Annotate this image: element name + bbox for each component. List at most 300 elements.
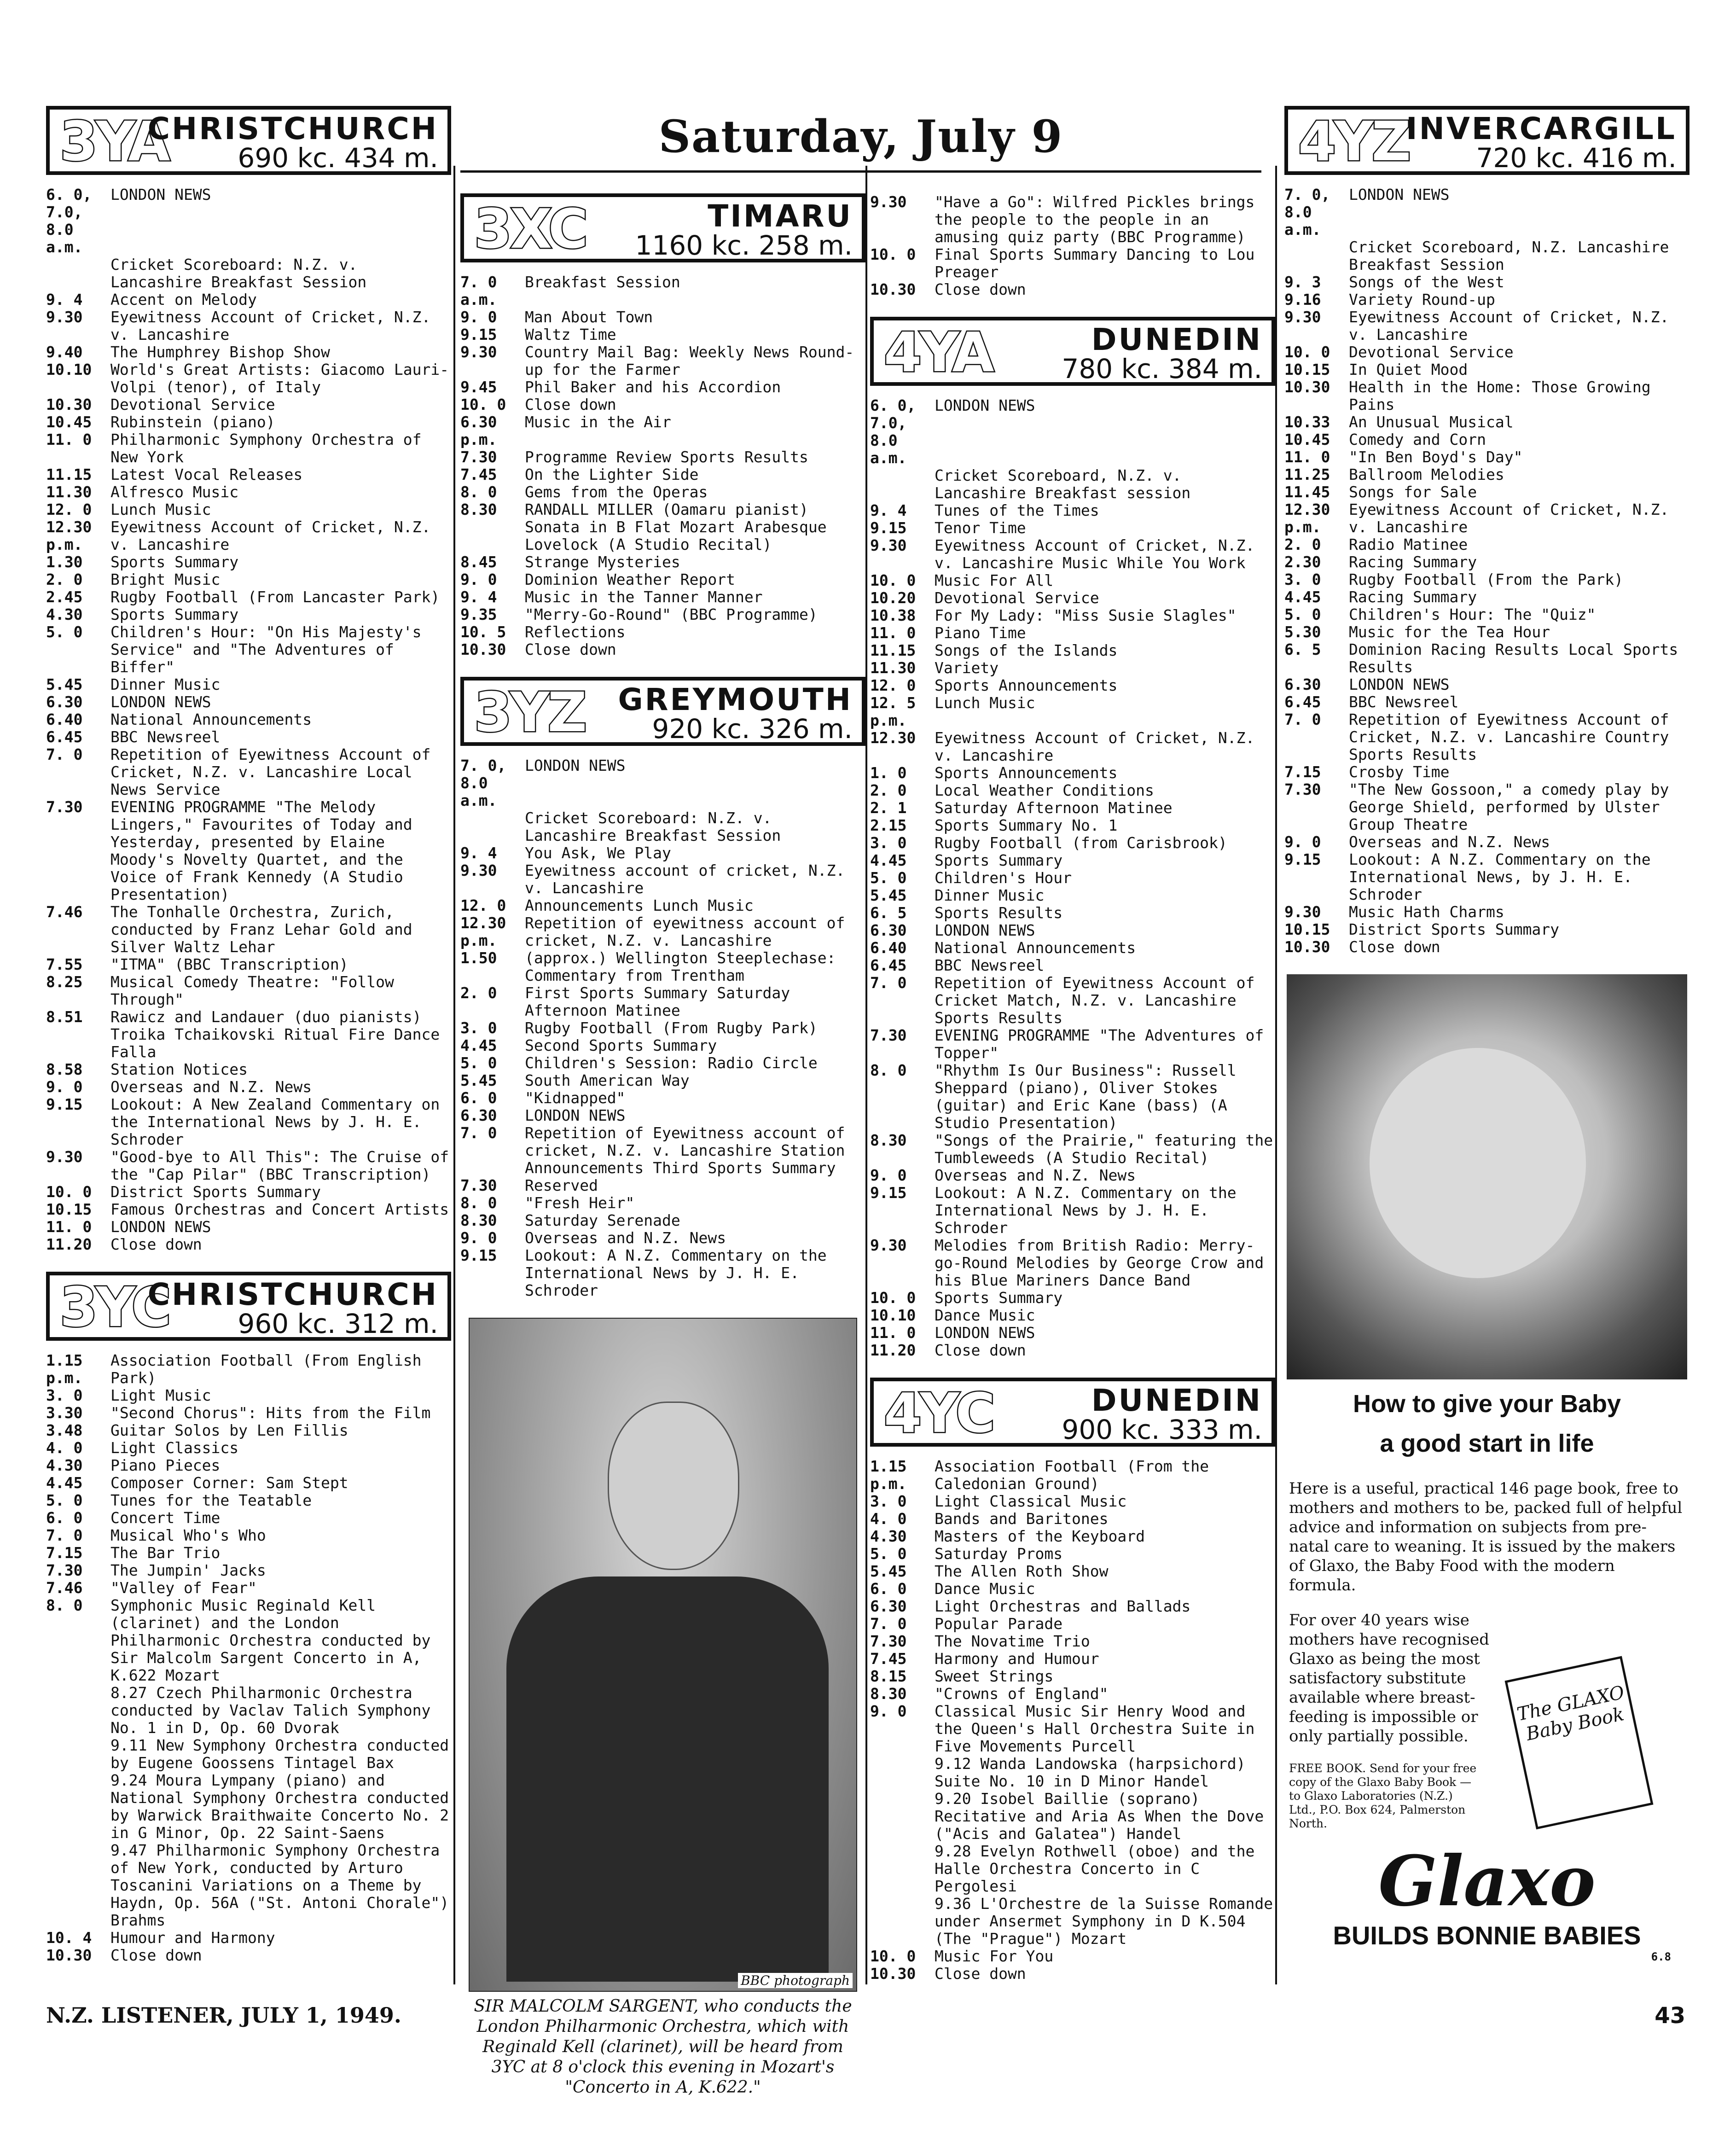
- schedule-time: 11.15: [46, 465, 92, 483]
- schedule-row: [46, 501, 451, 518]
- schedule-time: 7.30: [1284, 780, 1321, 798]
- schedule-time: 9. 0: [46, 1078, 83, 1096]
- schedule-time: 3. 0: [460, 1019, 497, 1037]
- schedule-programme: Dominion Weather Report: [525, 570, 735, 588]
- schedule-programme: Sports Announcements: [935, 764, 1118, 782]
- schedule-row: [460, 378, 865, 396]
- schedule-row: [46, 431, 451, 466]
- schedule-programme: Waltz Time: [525, 326, 616, 343]
- schedule-programme: Saturday Proms: [935, 1545, 1063, 1563]
- schedule-time: 10.30: [46, 396, 92, 413]
- schedule-row: [870, 1615, 1275, 1633]
- schedule-time: 5. 0: [870, 1545, 907, 1563]
- schedule-programme: Repetition of eyewitness account of cricket, N.Z. v. Lancashire: [525, 914, 845, 949]
- schedule-list: [870, 397, 1275, 1359]
- schedule-time: 4. 0: [46, 1439, 83, 1457]
- schedule-programme: An Unusual Musical: [1349, 413, 1514, 431]
- schedule-programme: Reserved: [525, 1176, 598, 1194]
- schedule-programme: Music in the Air: [525, 413, 671, 431]
- photo-caption: SIR MALCOLM SARGENT, who conducts the London Philharmonic Orchestra, which with Reginald Kell (clarinet), will be heard from 3YC at 8 o'clock this evening in Mozart's "Concerto in A, K.622.": [474, 1997, 852, 2097]
- schedule-row: [1284, 833, 1690, 851]
- schedule-row: [870, 1545, 1275, 1563]
- schedule-time: 7. 0, 8.0 a.m.: [1284, 186, 1330, 238]
- schedule-programme: Rugby Football (from Carisbrook): [935, 834, 1227, 852]
- station-header: [46, 106, 451, 175]
- schedule-programme: Accent on Melody: [110, 291, 257, 308]
- schedule-row: [46, 1562, 451, 1579]
- schedule-time: 2. 0: [46, 570, 83, 588]
- schedule-programme: Cricket Scoreboard: N.Z. v. Lancashire Breakfast Session: [110, 256, 367, 291]
- schedule-programme: Association Football (From English Park): [110, 1351, 422, 1387]
- schedule-time: 9.30: [870, 536, 907, 554]
- schedule-time: 7.46: [46, 1579, 83, 1597]
- schedule-time: 9.30: [460, 343, 497, 361]
- schedule-row: [46, 1008, 451, 1061]
- column-4: [1284, 106, 1690, 1963]
- schedule-programme: LONDON NEWS: [110, 693, 211, 711]
- schedule-row: [870, 502, 1275, 519]
- schedule-time: [870, 1843, 935, 1895]
- schedule-row: [460, 1037, 865, 1054]
- schedule-programme: Harmony and Humour: [935, 1650, 1099, 1668]
- schedule-row: [870, 1342, 1275, 1359]
- page-title: Saturday, July 9: [658, 111, 1063, 163]
- schedule-time: 4. 0: [870, 1510, 907, 1528]
- schedule-programme: "The New Gossoon," a comedy play by George Shield, performed by Ulster Group Theatre: [1349, 780, 1669, 833]
- ad-code: 6.8: [1651, 1950, 1671, 1963]
- schedule-time: 5.45: [870, 1562, 907, 1580]
- schedule-row: [460, 273, 865, 308]
- schedule-row: [870, 799, 1275, 817]
- schedule-row: [46, 1737, 451, 1772]
- schedule-row: [870, 834, 1275, 852]
- schedule-programme: Concert Time: [110, 1509, 221, 1527]
- schedule-row: [46, 1404, 451, 1422]
- schedule-time: 5. 0: [46, 1491, 83, 1509]
- schedule-row: [870, 1062, 1275, 1132]
- schedule-programme: LONDON NEWS: [110, 1218, 211, 1236]
- schedule-programme: Devotional Service: [1349, 343, 1514, 361]
- schedule-time: 9.15: [870, 1184, 907, 1202]
- schedule-time: 10.38: [870, 606, 916, 624]
- schedule-row: [1284, 623, 1690, 641]
- schedule-time: [46, 1684, 110, 1737]
- schedule-row: [46, 693, 451, 711]
- station-frequency: 920 kc. 326 m.: [652, 713, 853, 745]
- schedule-time: 10.10: [870, 1306, 916, 1324]
- schedule-time: [870, 467, 935, 502]
- schedule-row: [46, 466, 451, 483]
- schedule-programme: Lookout: A N.Z. Commentary on the International News, by J. H. E. Schroder: [1349, 850, 1651, 903]
- schedule-time: 8.30: [870, 1131, 907, 1149]
- station-call-sign: 4YA: [884, 320, 993, 384]
- schedule-row: [46, 973, 451, 1008]
- schedule-row: [870, 537, 1275, 572]
- schedule-row: [870, 922, 1275, 939]
- schedule-programme: Overseas and N.Z. News: [110, 1078, 312, 1096]
- schedule-programme: Radio Matinee: [1349, 535, 1468, 553]
- schedule-programme: Light Music: [110, 1386, 211, 1404]
- schedule-row: [46, 553, 451, 571]
- schedule-time: 8. 0: [460, 1194, 497, 1212]
- schedule-row: [870, 1307, 1275, 1324]
- station-header: [460, 193, 865, 262]
- schedule-list: [870, 1458, 1275, 1983]
- station-frequency: 720 kc. 416 m.: [1476, 142, 1677, 174]
- schedule-time: 6.30: [460, 1106, 497, 1124]
- photo-figure-suit: [506, 1576, 829, 1982]
- schedule-time: 3. 0: [1284, 570, 1321, 588]
- schedule-programme: Repetition of Eyewitness Account of Cricket, N.Z. v. Lancashire Local News Service: [110, 745, 431, 798]
- schedule-programme: Piano Pieces: [110, 1456, 221, 1474]
- schedule-programme: Songs of the Islands: [935, 641, 1118, 659]
- schedule-row: [460, 897, 865, 914]
- schedule-row: [870, 642, 1275, 659]
- schedule-time: 6.30 p.m.: [460, 413, 497, 448]
- schedule-row: [46, 413, 451, 431]
- schedule-time: 4.45: [870, 851, 907, 869]
- schedule-row: [1284, 553, 1690, 571]
- schedule-time: 8. 0: [46, 1596, 83, 1614]
- schedule-row: [870, 904, 1275, 922]
- schedule-time: 2.45: [46, 588, 83, 606]
- schedule-programme: Sports Summary No. 1: [935, 816, 1118, 834]
- schedule-programme: BBC Newsreel: [1349, 693, 1459, 711]
- schedule-time: 9.15: [870, 519, 907, 537]
- schedule-time: 7.45: [460, 465, 497, 483]
- schedule-row: [46, 1183, 451, 1201]
- schedule-time: 11. 0: [870, 624, 916, 642]
- schedule-programme: Sports Summary: [110, 553, 239, 571]
- station-frequency: 690 kc. 434 m.: [238, 142, 438, 174]
- schedule-programme: Announcements Lunch Music: [525, 896, 754, 914]
- schedule-time: 9.30: [46, 1148, 83, 1166]
- schedule-programme: "Valley of Fear": [110, 1579, 257, 1597]
- schedule-programme: Lookout: A N.Z. Commentary on the International News by J. H. E. Schroder: [935, 1184, 1237, 1237]
- schedule-programme: Lunch Music: [110, 500, 211, 518]
- schedule-row: [870, 1237, 1275, 1289]
- schedule-programme: District Sports Summary: [1349, 920, 1559, 938]
- schedule-row: [46, 1218, 451, 1236]
- schedule-row: [46, 1579, 451, 1597]
- schedule-programme: Sweet Strings: [935, 1667, 1054, 1685]
- schedule-programme: The Allen Roth Show: [935, 1562, 1109, 1580]
- schedule-time: 10. 0: [460, 396, 506, 413]
- schedule-programme: Bands and Baritones: [935, 1510, 1109, 1528]
- schedule-time: 9.15: [460, 326, 497, 343]
- schedule-time: [870, 1755, 935, 1790]
- schedule-programme: Eyewitness Account of Cricket, N.Z. v. Lancashire: [110, 308, 431, 343]
- schedule-programme: Sports Summary: [110, 605, 239, 623]
- schedule-programme: Sports Summary: [935, 851, 1063, 869]
- schedule-programme: 9.20 Isobel Baillie (soprano) Recitative and Aria As When the Dove ("Acis and Galatea") Handel: [935, 1790, 1264, 1843]
- schedule-time: 2.30: [1284, 553, 1321, 571]
- schedule-programme: The Novatime Trio: [935, 1632, 1090, 1650]
- schedule-row: [46, 1352, 451, 1387]
- station-4yc: [870, 1378, 1275, 1983]
- station-frequency: 1160 kc. 258 m.: [635, 230, 853, 261]
- schedule-programme: Phil Baker and his Accordion: [525, 378, 781, 396]
- schedule-row: [46, 903, 451, 956]
- schedule-time: 7.30: [46, 798, 83, 816]
- schedule-row: [1284, 431, 1690, 448]
- schedule-programme: Eyewitness Account of Cricket, N.Z. v. Lancashire: [1349, 308, 1669, 343]
- schedule-row: [46, 1527, 451, 1544]
- schedule-row: [460, 1124, 865, 1177]
- schedule-time: 2. 0: [870, 781, 907, 799]
- schedule-row: [870, 1563, 1275, 1580]
- schedule-time: 5.45: [460, 1071, 497, 1089]
- schedule-row: [870, 817, 1275, 834]
- schedule-row: [460, 914, 865, 949]
- column-rule-2: [865, 166, 867, 1984]
- schedule-programme: "Songs of the Prairie," featuring the Tumbleweeds (A Studio Recital): [935, 1131, 1273, 1167]
- schedule-time: 9.45: [460, 378, 497, 396]
- schedule-row: [46, 483, 451, 501]
- schedule-row: [870, 677, 1275, 694]
- schedule-programme: Station Notices: [110, 1060, 248, 1078]
- schedule-time: 4.45: [1284, 588, 1321, 606]
- schedule-row: [1284, 238, 1690, 273]
- schedule-programme: Rugby Football (From Lancaster Park): [110, 588, 440, 606]
- schedule-programme: Music For All: [935, 571, 1054, 589]
- schedule-row: [870, 1703, 1275, 1755]
- schedule-programme: "ITMA" (BBC Transcription): [110, 955, 348, 973]
- schedule-row: [46, 1597, 451, 1684]
- schedule-time: 3. 0: [870, 1492, 907, 1510]
- schedule-time: 8.45: [460, 553, 497, 571]
- schedule-programme: Melodies from British Radio: Merry-go-Round Melodies by George Crow and his Blue Mariners Dance Band: [935, 1236, 1264, 1289]
- schedule-programme: Masters of the Keyboard: [935, 1527, 1145, 1545]
- schedule-programme: Close down: [110, 1235, 202, 1253]
- schedule-programme: Repetition of Eyewitness Account of Cricket, N.Z. v. Lancashire Country Sports Results: [1349, 710, 1669, 763]
- schedule-row: [46, 256, 451, 291]
- schedule-programme: LONDON NEWS: [525, 1106, 626, 1124]
- station-3yz-continued: [870, 193, 1275, 298]
- schedule-programme: You Ask, We Play: [525, 844, 671, 862]
- schedule-programme: "Good-bye to All This": The Cruise of the "Cap Pilar" (BBC Transcription): [110, 1148, 449, 1183]
- schedule-row: [870, 246, 1275, 281]
- schedule-row: [1284, 676, 1690, 693]
- schedule-programme: For My Lady: "Miss Susie Slagles": [935, 606, 1237, 624]
- schedule-time: 9. 0: [870, 1702, 907, 1720]
- schedule-programme: Sports Results: [935, 904, 1063, 922]
- schedule-row: [1284, 938, 1690, 956]
- schedule-row: [46, 1078, 451, 1096]
- schedule-time: 6. 5: [870, 904, 907, 922]
- schedule-row: [870, 1633, 1275, 1650]
- schedule-programme: Rugby Football (From Rugby Park): [525, 1019, 818, 1037]
- schedule-time: 12. 0: [460, 896, 506, 914]
- schedule-time: [870, 1790, 935, 1843]
- schedule-programme: 9.12 Wanda Landowska (harpsichord) Suite No. 10 in D Minor Handel: [935, 1755, 1246, 1790]
- schedule-time: 10.30: [1284, 378, 1330, 396]
- schedule-row: [460, 809, 865, 844]
- schedule-time: 10. 0: [1284, 343, 1330, 361]
- schedule-time: 7.15: [1284, 763, 1321, 781]
- schedule-time: 12. 0: [870, 676, 916, 694]
- schedule-time: 9. 0: [460, 308, 497, 326]
- schedule-programme: "Have a Go": Wilfred Pickles brings the people to the people in an amusing quiz party (BBC Programme): [935, 193, 1255, 246]
- schedule-row: [1284, 921, 1690, 938]
- schedule-programme: Songs for Sale: [1349, 483, 1477, 501]
- schedule-programme: Composer Corner: Sam Stept: [110, 1474, 348, 1492]
- schedule-row: [46, 956, 451, 973]
- schedule-time: 10. 4: [46, 1929, 92, 1947]
- schedule-programme: The Tonhalle Orchestra, Zurich, conducted by Franz Lehar Gold and Silver Waltz Lehar: [110, 903, 412, 956]
- schedule-time: 5.45: [46, 675, 83, 693]
- schedule-programme: EVENING PROGRAMME "The Adventures of Topper": [935, 1026, 1264, 1062]
- schedule-row: [46, 1096, 451, 1148]
- schedule-time: 10.30: [46, 1946, 92, 1964]
- schedule-row: [870, 1324, 1275, 1342]
- schedule-row: [870, 1510, 1275, 1528]
- schedule-programme: Famous Orchestras and Concert Artists: [110, 1200, 449, 1218]
- schedule-time: 6.45: [1284, 693, 1321, 711]
- schedule-time: 12.30: [870, 729, 916, 747]
- schedule-programme: LONDON NEWS: [935, 396, 1035, 414]
- schedule-list: [1284, 186, 1690, 956]
- schedule-programme: Classical Music Sir Henry Wood and the Queen's Hall Orchestra Suite in Five Movements Purcell: [935, 1702, 1255, 1755]
- schedule-programme: Repetition of Eyewitness Account of Cricket Match, N.Z. v. Lancashire Sports Results: [935, 974, 1255, 1027]
- schedule-programme: Dance Music: [935, 1306, 1035, 1324]
- schedule-time: 7.15: [46, 1544, 83, 1562]
- schedule-row: [46, 1929, 451, 1947]
- ad-headline-2: a good start in life: [1380, 1430, 1594, 1457]
- station-call-sign: 3YA: [60, 110, 168, 173]
- schedule-programme: Rubinstein (piano): [110, 413, 275, 431]
- schedule-programme: "Fresh Heir": [525, 1194, 635, 1212]
- schedule-programme: Overseas and N.Z. News: [1349, 833, 1550, 851]
- schedule-time: 10. 0: [870, 1289, 916, 1307]
- schedule-row: [46, 1061, 451, 1078]
- schedule-programme: South American Way: [525, 1071, 690, 1089]
- schedule-programme: Music Hath Charms: [1349, 903, 1504, 921]
- schedule-row: [870, 869, 1275, 887]
- schedule-row: [1284, 571, 1690, 588]
- schedule-programme: On the Lighter Side: [525, 465, 699, 483]
- schedule-time: 6. 0, 7.0, 8.0 a.m.: [46, 186, 92, 256]
- schedule-row: [46, 291, 451, 308]
- schedule-time: 12.30 p.m.: [1284, 500, 1330, 536]
- schedule-time: 6. 0: [46, 1509, 83, 1527]
- schedule-programme: Light Classics: [110, 1439, 239, 1457]
- schedule-time: [46, 1772, 110, 1842]
- ad-headline-1: How to give your Baby: [1353, 1390, 1621, 1418]
- schedule-programme: Cricket Scoreboard, N.Z. v. Lancashire Breakfast session: [935, 466, 1191, 502]
- schedule-programme: Programme Review Sports Results: [525, 448, 808, 466]
- schedule-time: 1.30: [46, 553, 83, 571]
- schedule-time: 6. 0: [870, 1580, 907, 1598]
- baby-photo: [1287, 974, 1687, 1379]
- schedule-programme: Light Classical Music: [935, 1492, 1127, 1510]
- station-3yz: [460, 677, 865, 1299]
- glaxo-advertisement: [1284, 974, 1690, 1963]
- schedule-row: [870, 467, 1275, 502]
- schedule-row: [1284, 711, 1690, 763]
- schedule-time: 7. 0: [46, 1526, 83, 1544]
- schedule-row: [460, 326, 865, 343]
- schedule-row: [870, 193, 1275, 246]
- station-city: TIMARU: [708, 198, 853, 234]
- schedule-row: [870, 624, 1275, 642]
- schedule-time: [1284, 238, 1349, 273]
- schedule-programme: LONDON NEWS: [1349, 186, 1450, 204]
- schedule-programme: Eyewitness account of cricket, N.Z. v. Lancashire: [525, 861, 845, 897]
- schedule-programme: Popular Parade: [935, 1615, 1063, 1633]
- schedule-row: [46, 186, 451, 256]
- schedule-row: [1284, 186, 1690, 238]
- schedule-row: [1284, 466, 1690, 483]
- schedule-programme: 9.28 Evelyn Rothwell (oboe) and the Halle Orchestra Concerto in C Pergolesi: [935, 1842, 1255, 1895]
- schedule-row: [870, 1668, 1275, 1685]
- schedule-time: 7. 0: [46, 745, 83, 763]
- schedule-time: 1.15 p.m.: [46, 1351, 83, 1387]
- schedule-time: 6. 0: [460, 1089, 497, 1107]
- schedule-programme: The Jumpin' Jacks: [110, 1561, 266, 1579]
- schedule-row: [460, 1212, 865, 1229]
- schedule-row: [1284, 343, 1690, 361]
- column-rule-1: [453, 166, 455, 1984]
- schedule-time: 8. 0: [460, 483, 497, 501]
- schedule-time: 6.30: [870, 921, 907, 939]
- schedule-time: 11.20: [46, 1235, 92, 1253]
- schedule-programme: Musical Comedy Theatre: "Follow Through": [110, 973, 394, 1008]
- schedule-programme: Country Mail Bag: Weekly News Round-up for the Farmer: [525, 343, 854, 378]
- schedule-time: 11. 0: [46, 1218, 92, 1236]
- schedule-programme: 9.24 Moura Lympany (piano) and National Symphony Orchestra conducted by Warwick Braithwaite Concerto No. 2 in G Minor, Op. 22 Saint-Saens: [110, 1771, 449, 1842]
- schedule-programme: Reflections: [525, 623, 626, 641]
- schedule-time: 7. 0: [460, 1124, 497, 1142]
- schedule-programme: Children's Session: Radio Circle: [525, 1054, 818, 1072]
- schedule-time: 10.30: [460, 640, 506, 658]
- schedule-time: 9.35: [460, 605, 497, 623]
- schedule-programme: Close down: [935, 1965, 1026, 1983]
- schedule-row: [870, 659, 1275, 677]
- schedule-programme: Close down: [525, 396, 616, 413]
- photo-figure-head: [608, 1402, 739, 1570]
- schedule-list: [460, 273, 865, 658]
- station-frequency: 900 kc. 333 m.: [1062, 1414, 1262, 1445]
- schedule-programme: (approx.) Wellington Steeplechase: Commentary from Trentham: [525, 949, 836, 984]
- schedule-row: [870, 1493, 1275, 1510]
- station-header: [46, 1272, 451, 1341]
- schedule-time: [46, 256, 110, 291]
- schedule-row: [870, 1790, 1275, 1843]
- schedule-row: [870, 852, 1275, 869]
- schedule-programme: Tunes of the Times: [935, 501, 1099, 519]
- schedule-row: [46, 1544, 451, 1562]
- station-call-sign: 4YZ: [1298, 110, 1410, 173]
- schedule-row: [870, 782, 1275, 799]
- schedule-programme: RANDALL MILLER (Oamaru pianist) Sonata in B Flat Mozart Arabesque Lovelock (A Studio Recital): [525, 500, 827, 553]
- schedule-programme: Overseas and N.Z. News: [935, 1166, 1136, 1184]
- schedule-time: 10.15: [46, 1200, 92, 1218]
- schedule-programme: Tenor Time: [935, 519, 1026, 537]
- schedule-time: 7.55: [46, 955, 83, 973]
- station-3ya: [46, 106, 451, 1253]
- schedule-row: [460, 984, 865, 1019]
- schedule-programme: Children's Hour: The "Quiz": [1349, 605, 1596, 623]
- schedule-row: [460, 606, 865, 623]
- schedule-time: 9. 0: [460, 570, 497, 588]
- ad-free-book-offer: FREE BOOK. Send for your free copy of the Glaxo Baby Book — to Glaxo Laboratories (N.Z.) Ltd., P.O. Box 624, Palmerston North.: [1289, 1762, 1477, 1830]
- schedule-row: [1284, 361, 1690, 378]
- schedule-row: [1284, 448, 1690, 466]
- station-4yz: [1284, 106, 1690, 956]
- schedule-programme: First Sports Summary Saturday Afternoon Matinee: [525, 984, 790, 1019]
- schedule-time: 6. 5: [1284, 640, 1321, 658]
